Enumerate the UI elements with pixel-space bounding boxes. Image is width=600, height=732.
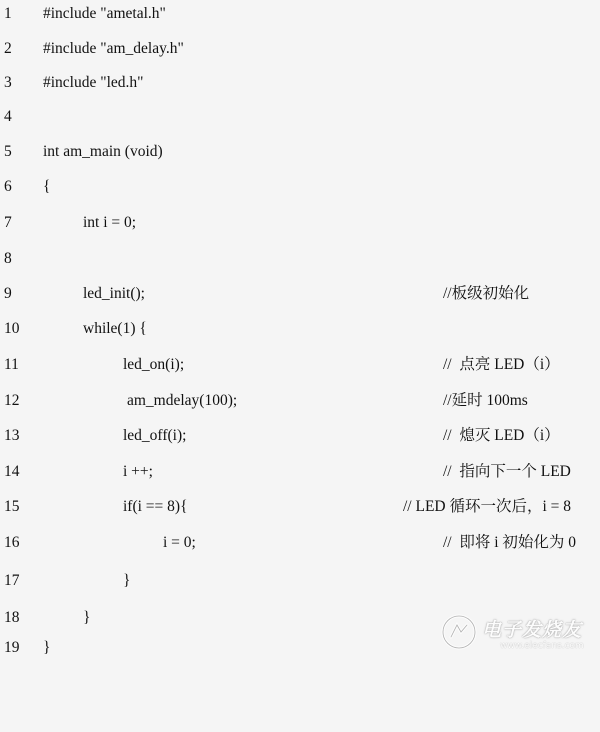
code-text: int i = 0; [83,214,137,231]
code-comment: // 点亮 LED（i） [443,356,560,373]
code-comment: // LED 循环一次后，i = 8 [403,498,572,515]
code-line [0,2,600,26]
line-number: 17 [4,572,20,589]
code-text: int am_main (void) [43,143,163,160]
code-line [0,569,600,593]
code-line [0,460,600,484]
line-number: 15 [4,498,20,515]
code-line [0,37,600,61]
code-line [0,140,600,164]
code-text: { [43,178,51,195]
code-comment: // 即将 i 初始化为 0 [443,534,577,551]
code-text: am_mdelay(100); [127,392,238,409]
code-line [0,389,600,413]
code-text: } [123,572,131,589]
watermark-text: 电子发烧友 [482,619,583,641]
code-text: #include "ametal.h" [43,5,166,22]
code-text: while(1) { [83,320,147,337]
code-line [0,175,600,199]
line-number: 11 [4,356,19,373]
line-number: 19 [4,639,20,656]
code-line [0,247,600,271]
code-line [0,282,600,306]
line-number: 18 [4,609,20,626]
code-text: led_init(); [83,285,145,302]
code-comment: // 指向下一个 LED [443,463,571,480]
line-number: 7 [4,214,12,231]
line-number: 12 [4,392,20,409]
elecfans-logo-icon [440,613,478,651]
line-number: 6 [4,178,12,195]
code-text: i ++; [123,463,153,480]
line-number: 9 [4,285,12,302]
code-text: i = 0; [163,534,196,551]
line-number: 2 [4,40,12,57]
code-text: } [43,639,51,656]
code-line [0,105,600,129]
code-line [0,353,600,377]
line-number: 8 [4,250,12,267]
code-comment: //板级初始化 [443,285,530,302]
code-text: } [83,609,91,626]
code-text: #include "led.h" [43,74,144,91]
watermark [440,607,590,655]
code-line [0,495,600,519]
code-text: led_off(i); [123,427,187,444]
line-number: 1 [4,5,12,22]
code-comment: // 熄灭 LED（i） [443,427,560,444]
code-comment: //延时 100ms [443,392,528,409]
code-line [0,424,600,448]
watermark-url: www.elecfans.com [500,641,584,651]
code-text: #include "am_delay.h" [43,40,184,57]
line-number: 16 [4,534,20,551]
code-line [0,317,600,341]
line-number: 14 [4,463,20,480]
line-number: 5 [4,143,12,160]
line-number: 3 [4,74,12,91]
line-number: 10 [4,320,20,337]
line-number: 4 [4,108,12,125]
code-line [0,211,600,235]
code-line [0,531,600,555]
line-number: 13 [4,427,20,444]
code-text: if(i == 8){ [123,498,188,515]
code-text: led_on(i); [123,356,185,373]
code-line [0,71,600,95]
